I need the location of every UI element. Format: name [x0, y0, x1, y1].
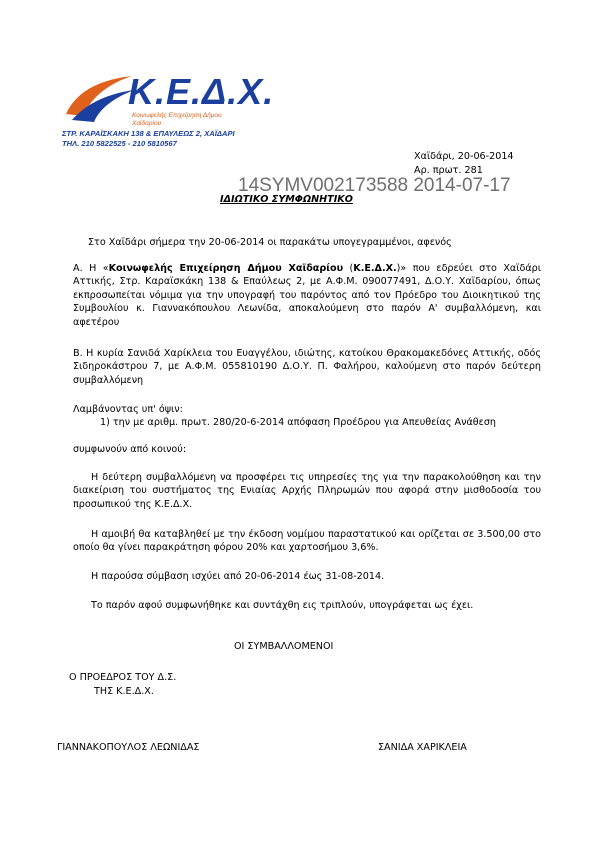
company-phone: ΤΗΛ. 210 5822525 - 210 5810567 [62, 139, 177, 148]
date-line: Χαϊδάρι, 20-06-2014 [414, 151, 514, 162]
party-a-name: Κοινωφελής Επιχείρηση Δήμου Χαϊδαρίου [108, 263, 344, 274]
signer-right-name: ΣΑΝΙΔΑ ΧΑΡΙΚΛΕΙΑ [378, 742, 467, 753]
logo-text: Κ.Ε.Δ.Χ. [128, 71, 275, 112]
party-a-prefix: Α. Η « [73, 263, 109, 274]
company-address: ΣΤΡ. ΚΑΡΑΪΣΚΑΚΗ 138 & ΕΠΑΥΛΕΩΣ 2, ΧΑΪΔΑΡΙ [62, 129, 235, 138]
party-a-rest: )» που εδρεύει στο Χαϊδάρι Αττικής, Στρ. Καραϊσκάκη 138 & Επαύλεως 2, με Α.Φ.Μ. 090077491, Δ.Ο.Υ. Χαϊδαρίου, όπως εκπροσωπείται νόμιμα για την υπογραφή του παρόντος από τον Πρόεδρο του Διοικητικού της Συμβουλίου κ. Γιαννακόπουλου Λεωνίδα, αποκαλούμενη στο παρόν Α' συμβαλλόμενη, και αφετέρου [73, 263, 542, 328]
considering-label: Λαμβάνοντας υπ' όψιν: [73, 404, 183, 415]
term-paragraph-4: Το παρόν αφού συμφωνήθηκε και συντάχθη εις τριπλούν, υπογράφεται ως έχει. [91, 600, 474, 611]
consideration-item-1: 1) την με αριθμ. πρωτ. 280/20-6-2014 απόφαση Προέδρου για Απευθείας Ανάθεση [100, 417, 497, 428]
term-paragraph-1: Η δεύτερη συμβαλλόμενη να προσφέρει τις υπηρεσίες της για την παρακολούθηση και την διακείριση του συστήματος της Ενιαίας Αρχής Πληρωμών που αφορά στην μισθοδοσία του προσωπικού της Κ.Ε.Δ.Χ. [73, 472, 541, 510]
party-a-abbr: Κ.Ε.Δ.Χ. [353, 263, 397, 274]
party-a-mid: ( [343, 263, 354, 274]
protocol-number: Αρ. πρωτ. 281 [414, 165, 483, 176]
signer-left-name: ΓΙΑΝΝΑΚΟΠΟΥΛΟΣ ΛΕΩΝΙΔΑΣ [57, 742, 200, 753]
term-paragraph-2: Η αμοιβή θα καταβληθεί με την έκδοση νομίμου παραστατικού και ορίζεται σε 3.500,00 στο οποίο θα γίνει παρακράτηση φόρου 20% και χαρτοσήμου 3,6%. [73, 529, 541, 554]
intro-text: Στο Χαϊδάρι σήμερα την 20-06-2014 οι παρακάτω υπογεγραμμένοι, αφενός [88, 237, 452, 248]
registration-stamp: 14SYMV002173588 2014-07-17 [238, 175, 511, 196]
president-title: Ο ΠΡΟΕΔΡΟΣ ΤΟΥ Δ.Σ. [69, 672, 177, 683]
agreed-label: συμφωνούν από κοινού: [73, 444, 187, 455]
parties-heading: ΟΙ ΣΥΜΒΑΛΛΟΜΕΝΟΙ [234, 641, 334, 652]
document-title: ΙΔΙΩΤΙΚΟ ΣΥΜΦΩΝΗΤΙΚΟ [220, 194, 353, 205]
president-organization: ΤΗΣ Κ.Ε.Δ.Χ. [94, 686, 154, 697]
party-b-paragraph: Β. Η κυρία Σανιδά Χαρίκλεια του Ευαγγέλου, ιδιώτης, κατοίκου Θρακομακεδόνες Αττικής, οδός Σιδηροκάστρου 7, με Α.Φ.Μ. 055810190 Δ.Ο.Υ. Π. Φαλήρου, καλούμενη στο παρόν δεύτερη συμβαλλόμενη [73, 348, 541, 386]
term-paragraph-3: Η παρούσα σύμβαση ισχύει από 20-06-2014 έως 31-08-2014. [91, 571, 385, 582]
party-a-paragraph [73, 262, 541, 329]
logo-subtitle: Κοινωφελής Επιχείρηση Δήμου Χαϊδαρίου [132, 112, 222, 127]
logo [62, 70, 275, 128]
